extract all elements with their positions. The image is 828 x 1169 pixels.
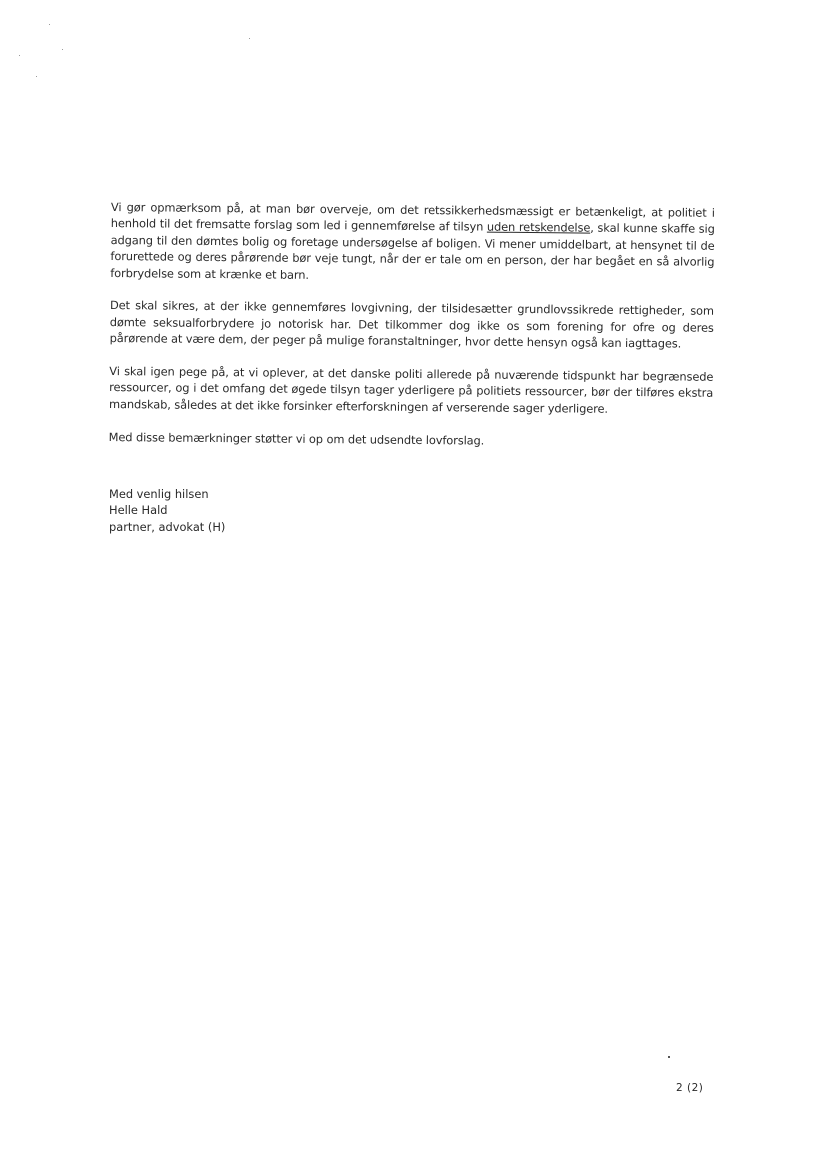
underlined-phrase: uden retskendelse	[486, 220, 591, 236]
signature-name: Helle Hald	[109, 503, 168, 518]
paragraph-police-resources: Vi skal igen pege på, at vi oplever, at det danske politi allerede på nuværende tidspunkt har begrænsede ressourcer, og i det omfang det øgede tilsyn tager yderligere på politiets ressourcer, bør der tilføres ekstra mandskab, således at det ikke forsinker efterforskningen af verserende sager yderligere.	[108, 364, 714, 416]
paragraph-support-statement: Med disse bemærkninger støtter vi op om det udsendte lovforslag.	[108, 429, 485, 448]
scan-speck	[49, 24, 50, 25]
signature-block	[109, 486, 225, 535]
scan-speck	[668, 1056, 670, 1058]
scan-speck	[36, 76, 37, 77]
paragraph-constitutional-rights: Det skal sikres, at der ikke gennemføres lovgivning, der tilsidesætter grundlovssikrede rettigheder, som dømte seksualforbrydere jo notorisk har. Det tilkommer dog ikke os som forening for ofre og deres pårørende at være dem, der peger på mulige foranstaltninger, hvor dette hensyn også kan iagttages.	[109, 298, 715, 351]
page-number: 2 (2)	[676, 1082, 704, 1094]
letter-body	[109, 199, 715, 451]
signature-closing: Med venlig hilsen	[109, 487, 209, 501]
scan-speck	[62, 49, 63, 50]
scan-speck	[249, 38, 250, 39]
signature-title: partner, advokat (H)	[109, 519, 226, 534]
paragraph-text: , skal kunne skaffe sig adgang til den dømtes bolig og foretage undersøgelse af boligen. Vi mener umiddelbart, at hensynet til de forurettede og deres pårørende bør veje tungt, når der er tale om en person, der har begået en så alvorlig forbrydelse som at krænke et barn.	[110, 221, 715, 282]
paragraph-text: Vi gør opmærksom på, at man bør overveje, om det retssikkerhedsmæssigt er betænkeligt, at politiet i henhold til det fremsatte forslag som led i gennemførelse af tilsyn	[110, 199, 715, 235]
paragraph-search-concerns	[110, 199, 715, 287]
scan-speck	[19, 55, 20, 56]
